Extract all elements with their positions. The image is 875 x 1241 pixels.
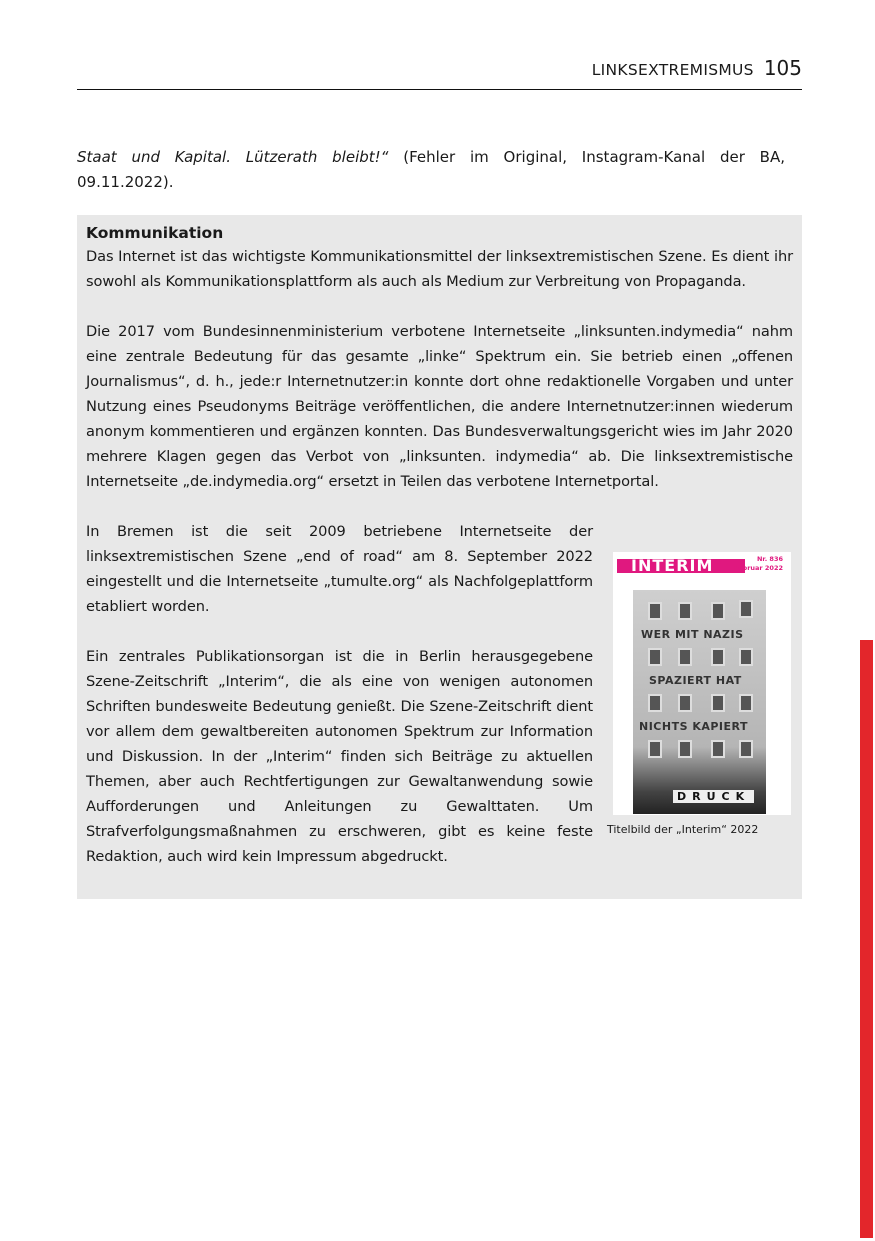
window xyxy=(678,648,692,666)
box-title: Kommunikation xyxy=(86,224,224,242)
info-box-kommunikation xyxy=(77,215,802,899)
box-paragraph: Die 2017 vom Bundesinnenministerium verbotene Internetseite „linksunten.indymedia“ nahm eine zentrale Bedeutung für das gesamte „linke“ Spektrum ein. Sie betrieb einen „offenen Journalismus“, d. h., jede:r Internetnutzer:in konnte dort ohne redaktionelle Vorgaben und unter Nutzung eines Pseudonyms Beiträge veröffentlichen, die andere Internetnutzer:innen wiederum anonym kommentieren und ergänzen konnten. Das Bundesverwaltungsgericht wies im Jahr 2020 mehrere Klagen gegen das Verbot von „linksunten. indymedia“ ab. Die linksextremistische Internetseite „de.indymedia.org“ ersetzt in Teilen das verbotene Internetportal. xyxy=(86,323,793,490)
box-paragraph: Das Internet ist das wichtigste Kommunikationsmittel der linksextremistischen Szene. Es dient ihr sowohl als Kommunikationsplattform als auch als Medium zur Verbreitung von Propaganda. xyxy=(86,248,793,290)
window xyxy=(648,648,662,666)
graffiti-line: WER MIT NAZIS xyxy=(641,628,744,641)
window xyxy=(711,602,725,620)
cover-date: Februar 2022 xyxy=(733,564,783,572)
window xyxy=(648,694,662,712)
graffiti-line: DRUCK xyxy=(673,790,754,803)
cover-masthead: INTERIM xyxy=(617,559,745,573)
building-photo xyxy=(633,590,766,814)
box-paragraph: Ein zentrales Publikationsorgan ist die in Berlin herausgegebene Szene-Zeitschrift „Interim“, die als eine von wenigen autonomen Schriften bundesweite Bedeutung genießt. Die Szene-Zeitschrift dient vor allem dem gewaltbereiten autonomen Spektrum zur Information und Diskussion. In der „Interim“ finden sich Beiträge zu aktuellen Themen, aber auch Rechtfertigungen zur Gewaltanwendung sowie Aufforderungen und Anleitungen zu Gewalttaten. Um Strafverfolgungsmaßnahmen zu erschweren, gibt es keine feste Redaktion, auch wird kein Impressum abgedruckt. xyxy=(86,648,593,865)
figure-caption: Titelbild der „Interim“ 2022 xyxy=(607,823,759,836)
quote-source: (Fehler im Original, Instagram-Kanal der BA, 09.11.2022). xyxy=(77,148,785,191)
window xyxy=(711,694,725,712)
window xyxy=(739,740,753,758)
window xyxy=(648,740,662,758)
intro-text xyxy=(77,145,785,195)
cover-issue: Nr. 836 xyxy=(756,555,783,563)
chapter-marker-bar xyxy=(860,640,873,1238)
window xyxy=(711,740,725,758)
window xyxy=(678,740,692,758)
section-title: LINKSEXTREMISMUS xyxy=(591,61,754,79)
window xyxy=(711,648,725,666)
box-paragraph: In Bremen ist die seit 2009 betriebene Internetseite der linksextremistischen Szene „end of road“ am 8. September 2022 eingestellt und die Internetseite „tumulte.org“ als Nachfolgeplattform etabliert worden. xyxy=(86,523,593,615)
running-header xyxy=(592,56,802,80)
cover-image xyxy=(613,552,791,815)
window xyxy=(648,602,662,620)
window xyxy=(739,694,753,712)
graffiti-line: NICHTS KAPIERT xyxy=(639,720,749,733)
window xyxy=(739,600,753,618)
header-rule xyxy=(77,89,802,90)
figure-interim-cover xyxy=(607,552,797,836)
page-number: 105 xyxy=(763,56,802,80)
graffiti-line: SPAZIERT HAT xyxy=(649,674,742,687)
window xyxy=(678,694,692,712)
quote-italic: Staat und Kapital. Lützerath bleibt!“ xyxy=(77,148,389,166)
window xyxy=(678,602,692,620)
window xyxy=(739,648,753,666)
